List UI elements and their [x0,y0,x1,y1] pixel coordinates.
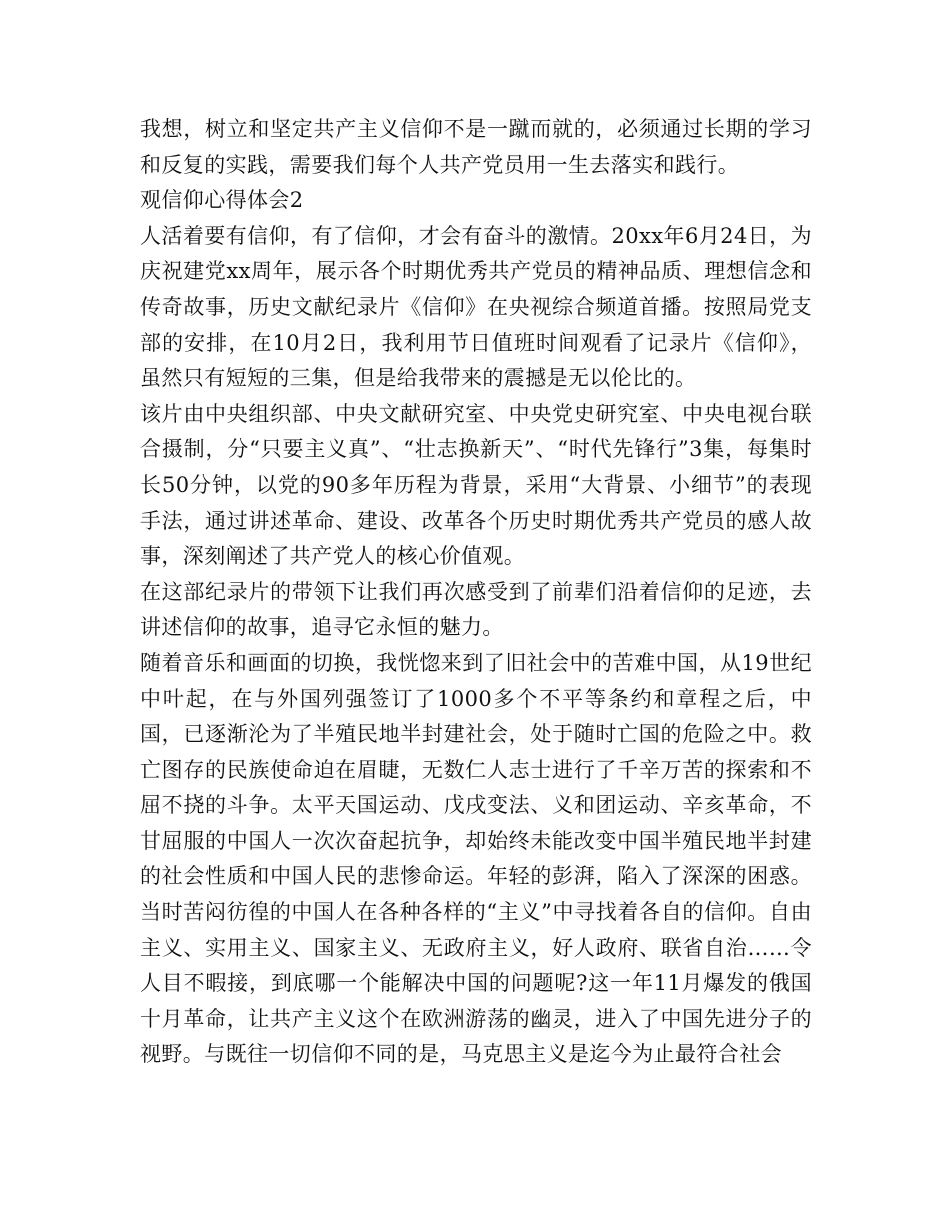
document-body [140,112,812,1073]
section-heading: 观信仰心得体会2 [140,188,304,213]
paragraph-intro: 人活着要有信仰，有了信仰，才会有奋斗的激情。20xx年6月24日，为庆祝建党xx周年，展示各个时期优秀共产党员的精神品质、理想信念和传奇故事，历史文献纪录片《信仰》在央视综合频道首播。按照局党支部的安排，在10月2日，我利用节日值班时间观看了记录片《信仰》，虽然只有短短的三集，但是给我带来的震撼是无以伦比的。 [140,223,812,391]
paragraph-film-description: 该片由中央组织部、中央文献研究室、中央党史研究室、中央电视台联合摄制，分“只要主义真”、“壮志换新天”、“时代先锋行”3集，每集时长50分钟，以党的90多年历程为背景，采用“大背景、小细节”的表现手法，通过讲述革命、建设、改革各个历史时期优秀共产党员的感人故事，深刻阐述了共产党人的核心价值观。 [140,401,812,569]
paragraph-history: 随着音乐和画面的切换，我恍惚来到了旧社会中的苦难中国，从19世纪中叶起，在与外国列强签订了1000多个不平等条约和章程之后，中国，已逐渐沦为了半殖民地半封建社会，处于随时亡国的危险之中。救亡图存的民族使命迫在眉睫，无数仁人志士进行了千辛万苦的探索和不屈不挠的斗争。太平天国运动、戊戌变法、义和团运动、辛亥革命，不甘屈服的中国人一次次奋起抗争，却始终未能改变中国半殖民地半封建的社会性质和中国人民的悲惨命运。年轻的彭湃，陷入了深深的困惑。当时苦闷彷徨的中国人在各种各样的“主义”中寻找着各自的信仰。自由主义、实用主义、国家主义、无政府主义，好人政府、联省自治……令人目不暇接，到底哪一个能解决中国的问题呢?这一年11月爆发的俄国十月革命，让共产主义这个在欧洲游荡的幽灵，进入了中国先进分子的视野。与既往一切信仰不同的是，马克思主义是迄今为止最符合社会 [140,650,812,1067]
paragraph-closing-thought: 我想，树立和坚定共产主义信仰不是一蹴而就的，必须通过长期的学习和反复的实践，需要我们每个人共产党员用一生去落实和践行。 [140,117,812,177]
paragraph-feeling: 在这部纪录片的带领下让我们再次感受到了前辈们沿着信仰的足迹，去讲述信仰的故事，追寻它永恒的魅力。 [140,579,812,640]
